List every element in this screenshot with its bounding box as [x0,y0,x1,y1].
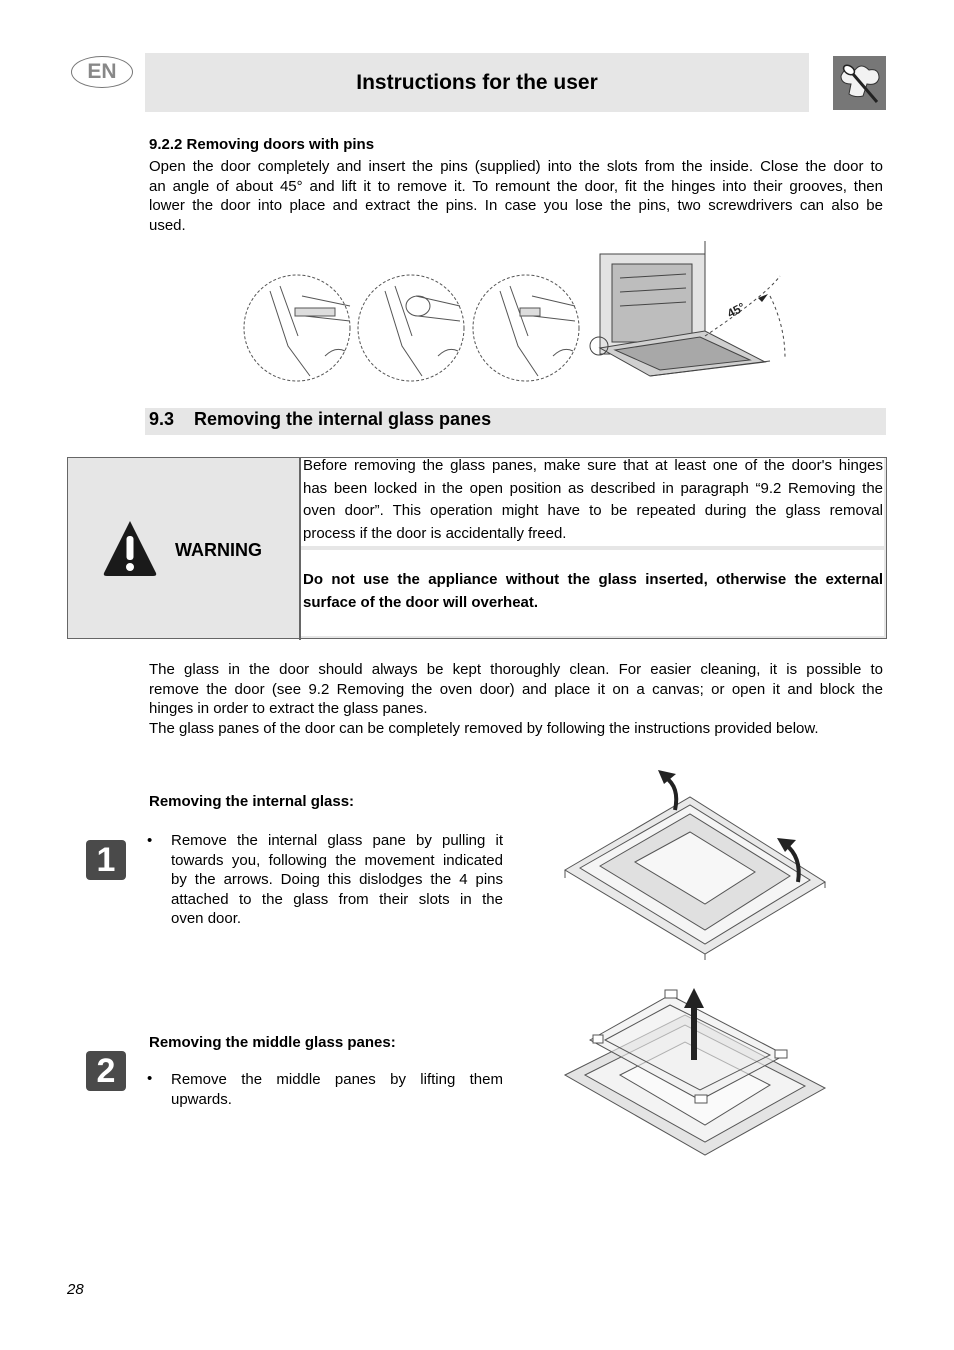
chef-spoon-icon [833,56,886,110]
section-93-number: 9.3 [149,409,175,429]
intro-paragraph [149,660,883,738]
step-1-line: Remove the internal glass pane by pulling it [171,832,503,849]
warning-line: surface of the door will overheat. [303,593,539,611]
warning-line: Do not use the appliance without the glass inserted, otherwise the external [303,571,883,588]
step-2-badge [86,1051,126,1091]
middle-glass-illustration [560,980,835,1165]
body-line: used. [149,216,186,234]
body-line: lower the door into place and extract the pins. In case you lose the pins, two screwdrivers can also be [149,197,883,214]
bullet-icon: • [147,1070,153,1087]
angle-label: 45° [724,299,748,321]
step-2-line: Remove the middle panes by lifting them [171,1071,503,1088]
door-pin-illustration [240,236,800,386]
step-2-text [171,1070,503,1109]
page-title: Instructions for the user [356,70,598,94]
bullet-icon: • [147,832,153,849]
intro-line: The glass panes of the door can be completely removed by following the instructions provided below. [149,719,819,737]
step-1-number: 1 [96,840,116,879]
step-1-text [171,831,503,929]
warning-divider [301,546,885,550]
intro-line: hinges in order to extract the glass panes. [149,700,428,717]
language-label: EN [87,60,117,83]
header-bar [145,53,809,112]
body-line: Open the door completely and insert the pins (supplied) into the slots from the inside. Close the door to [149,158,883,175]
internal-glass-illustration [560,762,835,962]
step-1-line: towards you, following the movement indicated [171,851,503,869]
warning-line: process if the door is accidentally freed. [303,524,567,542]
section-922-body [149,157,883,235]
language-badge [71,56,133,88]
section-93-title: Removing the internal glass panes [194,409,492,429]
step-1-line: by the arrows. Doing this dislodges the 4 pins [171,871,503,888]
step-2-heading: Removing the middle glass panes: [149,1034,396,1051]
warning-line: has been locked in the open position as described in paragraph “9.2 Removing the [303,479,883,497]
intro-line: remove the door (see 9.2 Removing the oven door) and place it on a canvas; or open it and block the [149,680,883,698]
body-line: an angle of about 45° and lift it to remove it. To remount the door, fit the hinges into their grooves, then [149,177,883,195]
section-922-heading: 9.2.2 Removing doors with pins [149,136,375,153]
step-1-line: attached to the glass from their slots in the [171,890,503,908]
step-2-number: 2 [96,1051,116,1090]
intro-line: The glass in the door should always be kept thoroughly clean. For easier cleaning, it is possible to [149,661,883,678]
step-1-heading: Removing the internal glass: [149,793,355,810]
page-number: 28 [67,1281,84,1298]
warning-text-1 [303,455,883,545]
warning-line: Before removing the glass panes, make sure that at least one of the door's hinges [303,457,883,474]
step-1-badge [86,840,126,880]
warning-label: WARNING [175,540,262,560]
warning-text-2 [303,569,883,614]
step-1-line: oven door. [171,910,242,927]
step-2-line: upwards. [171,1090,232,1108]
warning-triangle-icon [101,518,159,578]
warning-line: oven door”. This operation might have to be repeated during the glass removal [303,502,883,519]
warning-column-divider [299,457,301,640]
